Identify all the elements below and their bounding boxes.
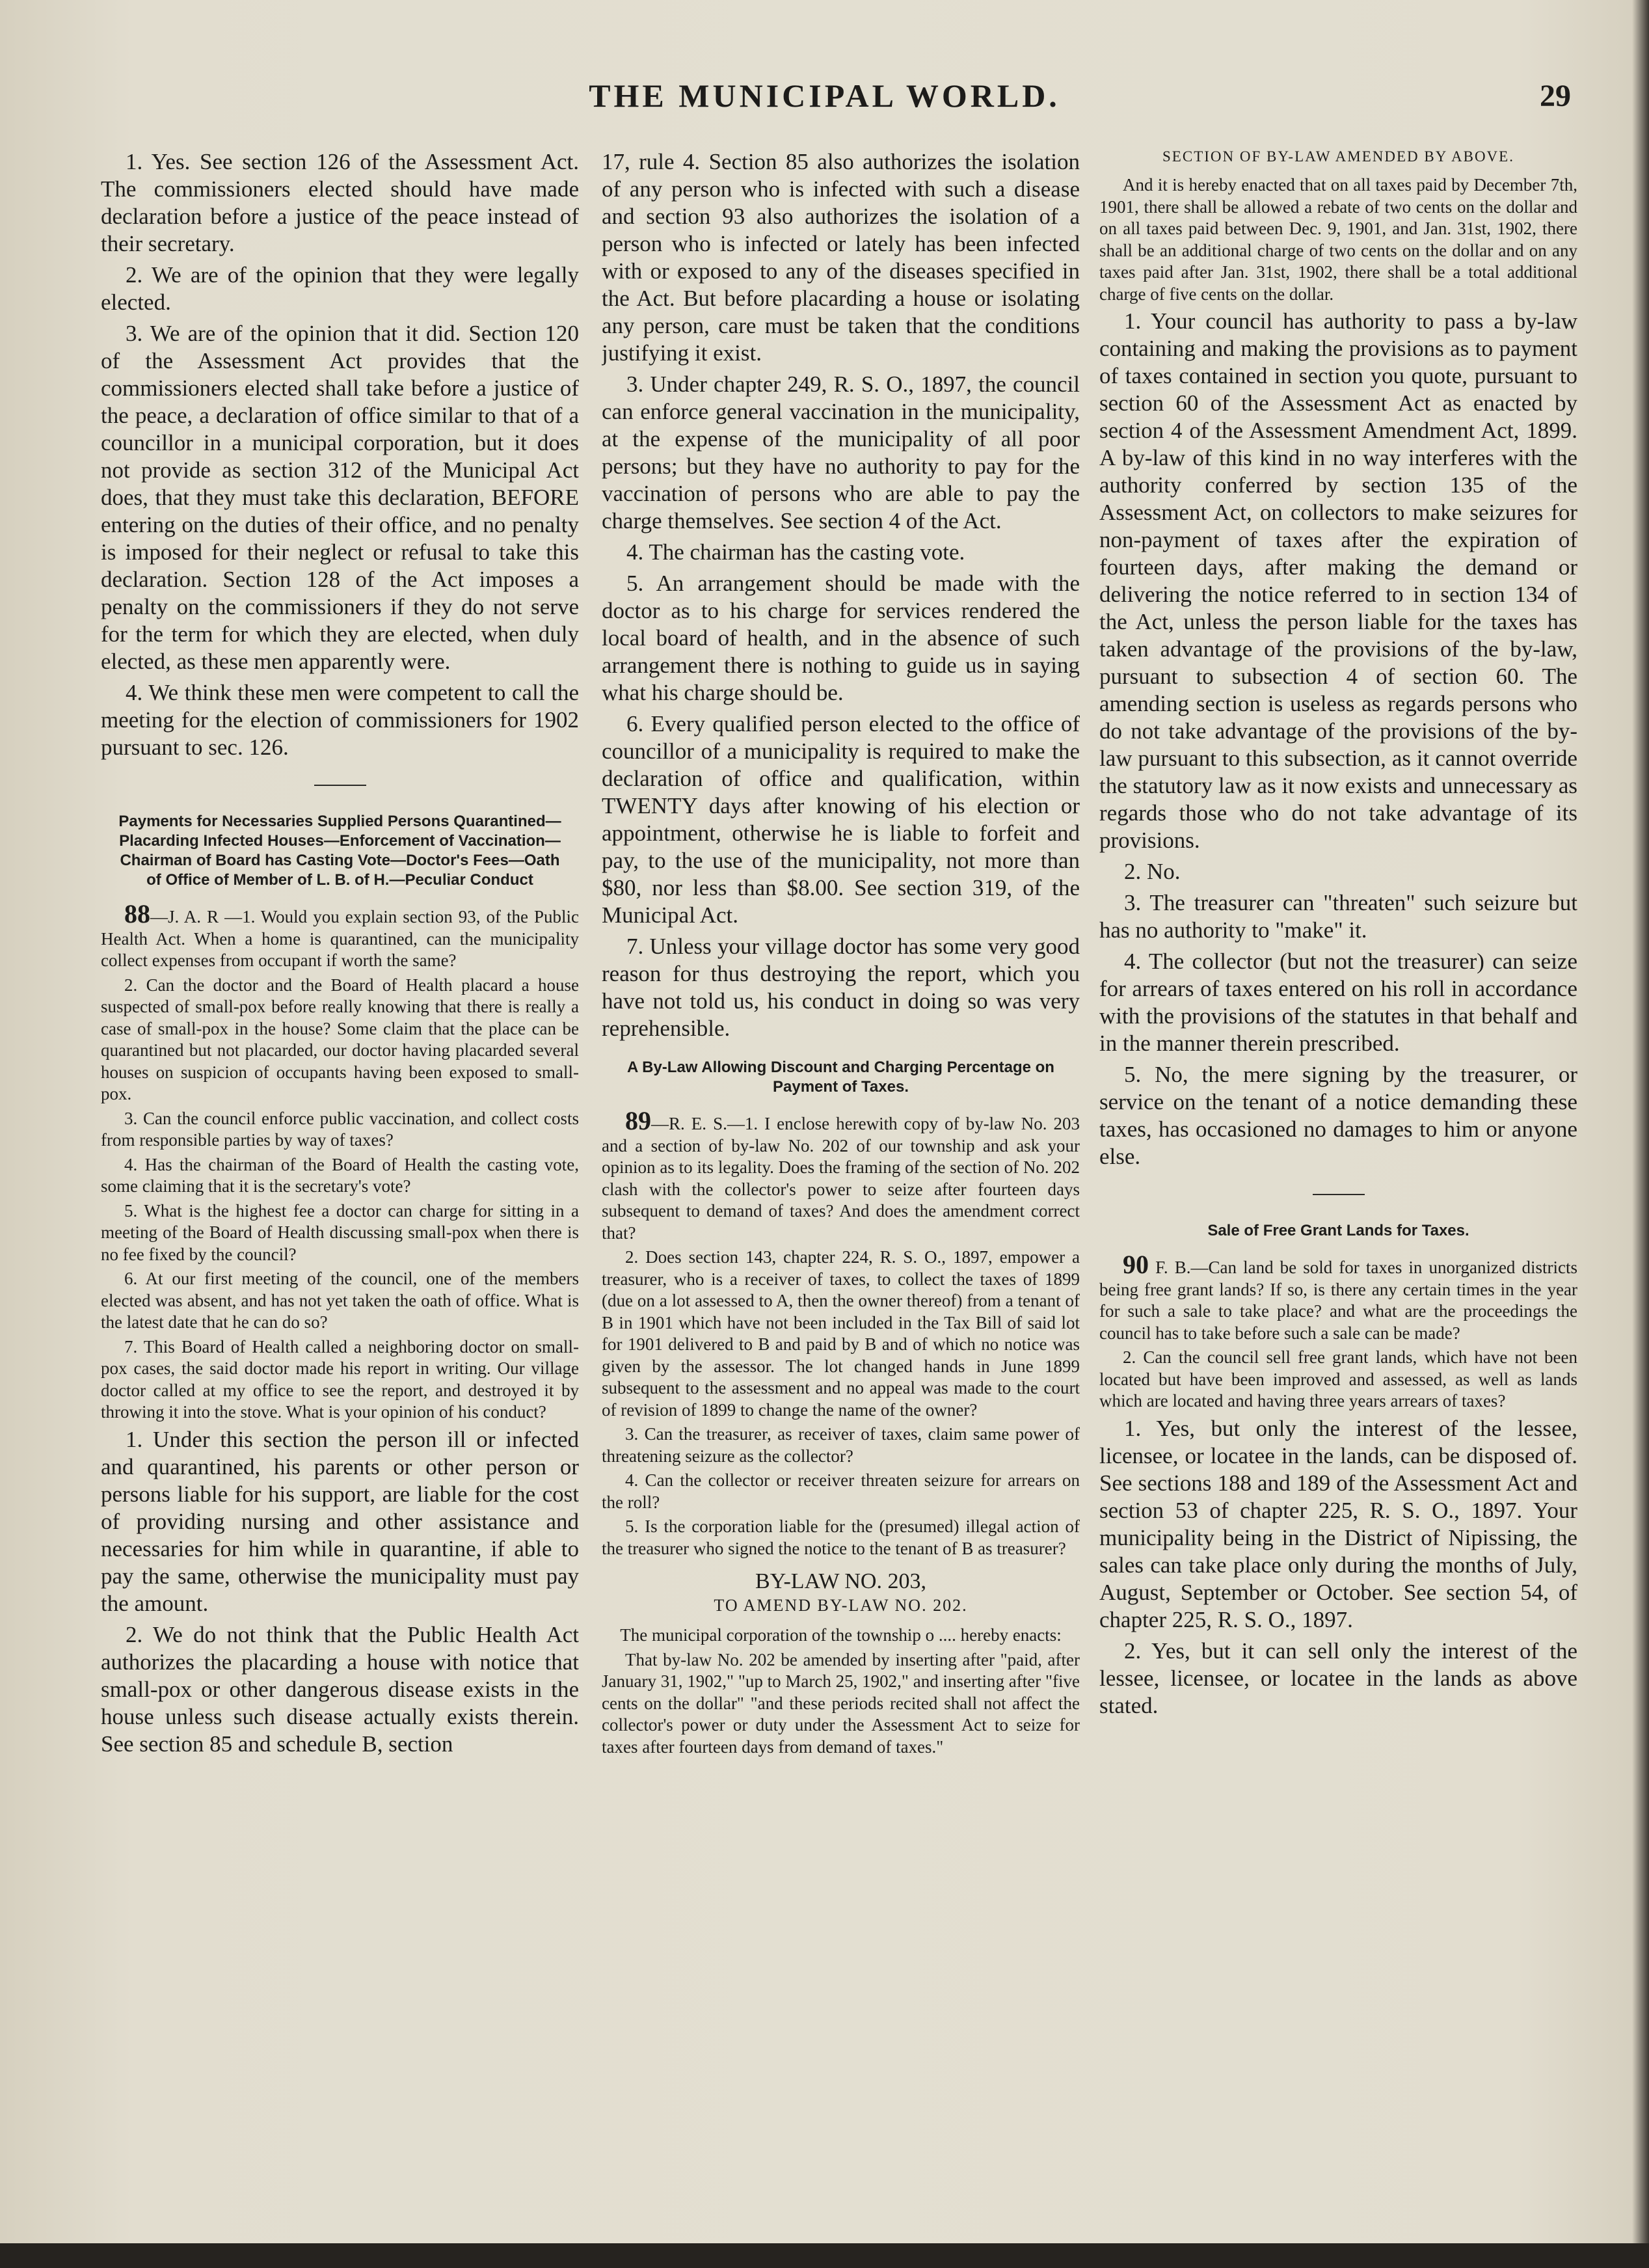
query-paragraph: 3. Can the treasurer, as receiver of taxes, claim same power of threatening seizure as the collector?: [602, 1424, 1080, 1466]
page-number: 29: [1540, 79, 1571, 113]
query-number: 88: [124, 899, 150, 928]
answer-paragraph: 1. Yes, but only the interest of the lessee, licensee, or locatee in the lands, can be disposed of. See sections 188 and 189 of the Assessment Act and section 53 of chapter 225, R. S. O., 1897. Your municipality being in the District of Nipissing, the sales can take place only during the months of July, August, September or October. See section 54, of chapter 225, R. S. O., 1897.: [1099, 1415, 1577, 1632]
query-number: 90: [1123, 1250, 1149, 1279]
column-2: [602, 148, 1080, 2237]
column-1: [101, 148, 579, 2237]
query-paragraph: [1099, 1250, 1577, 1344]
article-heading: Sale of Free Grant Lands for Taxes.: [1207, 1222, 1469, 1239]
bylaw-title: BY-LAW NO. 203,: [755, 1569, 926, 1593]
query-text: —R. E. S.—1. I enclose herewith copy of by-law No. 203 and a section of by-law No. 202 of our township and ask your opinion as to its legality. Does the framing of the section of No. 202 clash with the collector's power to seize after fourteen days subsequent to demand of taxes? And does the amendment correct that?: [602, 1114, 1080, 1243]
query-number: 89: [625, 1106, 651, 1135]
query-paragraph: 5. Is the corporation liable for the (presumed) illegal action of the treasurer who signed the notice to the tenant of B as treasurer?: [602, 1517, 1080, 1558]
answer-paragraph: 2. No.: [1124, 859, 1181, 884]
query-text: F. B.—Can land be sold for taxes in unorganized districts being free grant lands? If so, is there any certain times in the year for such a sale to take place? and what are the proceedings the council has to take before such a sale can be made?: [1099, 1258, 1577, 1343]
query-paragraph: 4. Can the collector or receiver threaten seizure for arrears on the roll?: [602, 1470, 1080, 1512]
scan-bottom-border: [0, 2243, 1649, 2268]
query-paragraph: 2. Does section 143, chapter 224, R. S. O., 1897, empower a treasurer, who is a receiver of taxes, to collect the taxes of 1899 (due on a lot assessed to A, then the owner thereof) from a tenant of B in 1901 which have not been included in the Tax Bill of said lot for 1901 delivered to B and paid by B and of which no notice was given by the assessor. The lot changed hands in June 1899 subsequent to the assessment and no appeal was made to the court of revision of 1899 to change the name of the owner?: [602, 1247, 1080, 1420]
section-divider: [314, 785, 366, 786]
answer-paragraph: 4. We think these men were competent to call the meeting for the election of commissioners for 1902 pursuant to sec. 126.: [101, 680, 579, 760]
answer-paragraph: 2. Yes, but it can sell only the interest of the lessee, licensee, or locatee in the lands as above stated.: [1099, 1638, 1577, 1718]
section-divider: [1313, 1194, 1365, 1195]
query-paragraph: [101, 899, 579, 972]
page-edge-shadow: [1632, 0, 1649, 2268]
bylaw-section-text: And it is hereby enacted that on all taxes paid by December 7th, 1901, there shall be allowed a rebate of two cents on the dollar and on all taxes paid between Dec. 9, 1901, and Jan. 31st, 1902, there shall be an additional charge of two cents on the dollar and on any taxes paid after Jan. 31st, 1902, there shall be a total additional charge of five cents on the dollar.: [1099, 175, 1577, 304]
page-title: THE MUNICIPAL WORLD.: [589, 77, 1060, 114]
answer-paragraph: 6. Every qualified person elected to the office of councillor of a municipality is required to make the declaration of office and qualification, within TWENTY days after knowing of his election or appointment, otherwise he is liable to forfeit and pay, to the use of the municipality, not more than $80, nor less than $8.00. See section 319, of the Municipal Act.: [602, 711, 1080, 928]
query-paragraph: 5. What is the highest fee a doctor can charge for sitting in a meeting of the Board of Health discussing small-pox when there is no fee fixed by the council?: [101, 1200, 579, 1264]
bylaw-enactment: The municipal corporation of the township o .... hereby enacts:: [620, 1625, 1062, 1645]
query-paragraph: 2. Can the doctor and the Board of Health placard a house suspected of small-pox before really knowing that there is really a case of small-pox in the house? Some claim that the place can be quarantined but not placarded, our doctor having placarded several houses on suspicion of occupants having been exposed to small-pox.: [101, 975, 579, 1103]
query-text: —J. A. R —1. Would you explain section 93, of the Public Health Act. When a home is quarantined, can the municipality collect expenses from occupant if worth the same?: [101, 907, 579, 970]
query-paragraph: 2. Can the council sell free grant lands, which have not been located but have been improved and assessed, as well as lands which are located and having three years arrears of taxes?: [1099, 1347, 1577, 1411]
answer-paragraph: 4. The collector (but not the treasurer) can seize for arrears of taxes entered on his roll in accordance with the provisions of the statutes in that behalf and in the manner therein prescribed.: [1099, 949, 1577, 1056]
section-heading: SECTION OF BY-LAW AMENDED BY ABOVE.: [1162, 148, 1514, 165]
answer-paragraph: 4. The chairman has the casting vote.: [626, 539, 965, 565]
answer-paragraph: 2. We are of the opinion that they were legally elected.: [101, 262, 579, 315]
query-paragraph: [602, 1106, 1080, 1244]
answer-paragraph: 3. The treasurer can "threaten" such seizure but has no authority to "make" it.: [1099, 890, 1577, 943]
query-paragraph: 3. Can the council enforce public vaccination, and collect costs from responsible parties by way of taxes?: [101, 1108, 579, 1150]
answer-paragraph: 3. Under chapter 249, R. S. O., 1897, the council can enforce general vaccination in the municipality, at the expense of the municipality of all poor persons; but they have no authority to pay for the vaccination of persons who are able to pay the charge themselves. See section 4 of the Act.: [602, 371, 1080, 533]
query-paragraph: 4. Has the chairman of the Board of Health the casting vote, some claiming that it is the secretary's vote?: [101, 1154, 579, 1196]
answer-paragraph: 2. We do not think that the Public Health Act authorizes the placarding a house with notice that small-pox or other dangerous disease exists in the house unless such disease actually exists therein. See section 85 and schedule B, section: [101, 1621, 579, 1757]
answer-paragraph: 1. Under this section the person ill or infected and quarantined, his parents or other person or persons liable for his support, are liable for the cost of providing nursing and other assistance and necessaries for him while in quarantine, if able to pay the same, otherwise the municipality must pay the amount.: [101, 1426, 579, 1616]
answer-paragraph: 3. We are of the opinion that it did. Section 120 of the Assessment Act provides that the commissioners elected shall take before a justice of the peace, a declaration of office similar to that of a councillor in a municipal corporation, but it does not provide as section 312 of the Municipal Act does, that they must take this declaration, BEFORE entering on the duties of their office, and no penalty is imposed for their neglect or refusal to take this declaration. Section 128 of the Act imposes a penalty on the commissioners if they do not serve for the term for which they are elected, when duly elected, as these men apparently were.: [101, 321, 579, 674]
article-heading: A By-Law Allowing Discount and Charging Percentage on Payment of Taxes.: [627, 1059, 1054, 1096]
column-3: [1099, 148, 1577, 2237]
answer-paragraph: 17, rule 4. Section 85 also authorizes the isolation of any person who is infected with such a disease and section 93 also authorizes the isolation of a person who is infected or lately has been infected with or exposed to any of the diseases specified in the Act. But before placarding a house or isolating any person, care must be taken that the conditions justifying it exist.: [602, 149, 1080, 366]
answer-paragraph: 1. Your council has authority to pass a by-law containing and making the provisions as to payment of taxes contained in section you quote, pursuant to section 60 of the Assessment Act as enacted by section 4 of the Assessment Amendment Act, 1899. A by-law of this kind in no way interferes with the authority conferred by section 135 of the Assessment Act, on collectors to make seizures for non-payment of taxes after the expiration of fourteen days, after making the demand or delivering the notice referred to in section 134 of the Act, unless the person liable for the taxes has taken advantage of the provisions of the by-law, pursuant to subsection 4 of section 60. The amending section is useless as regards persons who do not take advantage of the provisions of the by-law pursuant to this subsection, as it cannot override the statutory law as it now exists and unnecessary as regards those who do not take advantage of its provisions.: [1099, 308, 1577, 853]
article-heading: Payments for Necessaries Supplied Persons Quarantined—Placarding Infected Houses—Enforcement of Vaccination—Chairman of Board has Casting Vote—Doctor's Fees—Oath of Office of Member of L. B. of H.—Peculiar Conduct: [118, 813, 561, 889]
answer-paragraph: 5. An arrangement should be made with the doctor as to his charge for services rendered the local board of health, and in the absence of such arrangement there is nothing to guide us in saying what his charge should be.: [602, 571, 1080, 705]
answer-paragraph: 7. Unless your village doctor has some very good reason for thus destroying the report, which you have not told us, his conduct in doing so was very reprehensible.: [602, 934, 1080, 1041]
answer-paragraph: 5. No, the mere signing by the treasurer, or service on the tenant of a notice demanding these taxes, has occasioned no damages to him or anyone else.: [1099, 1062, 1577, 1169]
query-paragraph: 7. This Board of Health called a neighboring doctor on small-pox cases, the said doctor made his report in writing. Our village doctor called at my office to see the report, and destroyed it by throwing it into the stove. What is your opinion of his conduct?: [101, 1336, 579, 1422]
bylaw-subtitle: TO AMEND BY-LAW NO. 202.: [714, 1596, 968, 1615]
query-paragraph: 6. At our first meeting of the council, one of the members elected was absent, and has not yet taken the oath of office. What is the latest date that he can do so?: [101, 1269, 579, 1332]
bylaw-text: That by-law No. 202 be amended by inserting after "paid, after January 31, 1902," "up to March 25, 1902," and inserting after "five cents on the dollar" "and these periods recited shall not affect the collector's power or duty under the Assessment Act to seize for taxes after fourteen days from demand of taxes.": [602, 1649, 1080, 1757]
answer-paragraph: 1. Yes. See section 126 of the Assessment Act. The commissioners elected should have made declaration before a justice of the peace instead of their secretary.: [101, 149, 579, 256]
